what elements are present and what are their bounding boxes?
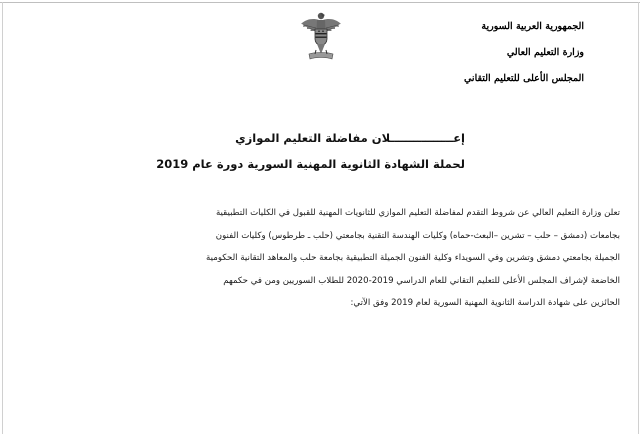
header-ministry: وزارة التعليم العالي: [506, 47, 584, 58]
page-border-right: [638, 2, 639, 434]
body-line: الحائزين على شهادة الدراسة الثانوية المهنية السورية لعام 2019 وفق الآتي:: [350, 298, 620, 308]
header-council: المجلس الأعلى للتعليم التقاني: [464, 73, 584, 84]
body-line: الخاضعة لإشراف المجلس الأعلى للتعليم التقاني للعام الدراسي 2019-2020 للطلاب السوريين ومن في حكمهم: [223, 275, 620, 286]
header-country: الجمهورية العربية السورية: [481, 21, 584, 32]
body-line: الجميلة بجامعتي دمشق وتشرين وفي السويداء وكلية الفنون الجميلة التطبيقية بجامعة حلب والمعاهد التقانية الحكومية: [206, 253, 620, 263]
page-border-left: [2, 2, 3, 434]
body-line: بجامعات (دمشق – حلب – تشرين –البعث-حماه) وكليات الهندسة التقنية بجامعتي (حلب ـ طرطوس) وكليات الفنون: [215, 230, 620, 241]
announcement-title: إعــــــــــــــــلان مفاضلة التعليم الموازي: [235, 131, 465, 145]
announcement-body: [100, 202, 620, 315]
announcement-subtitle: لحملة الشهادة الثانوية المهنية السورية دورة عام 2019: [156, 157, 465, 171]
body-line: تعلن وزارة التعليم العالي عن شروط التقدم لمفاضلة التعليم الموازي للثانويات المهنية للقبول في الكليات التطبيقية: [215, 208, 620, 218]
ministry-header: [464, 14, 584, 92]
page-border-top: [0, 2, 640, 3]
eagle-emblem-icon: [298, 10, 344, 66]
